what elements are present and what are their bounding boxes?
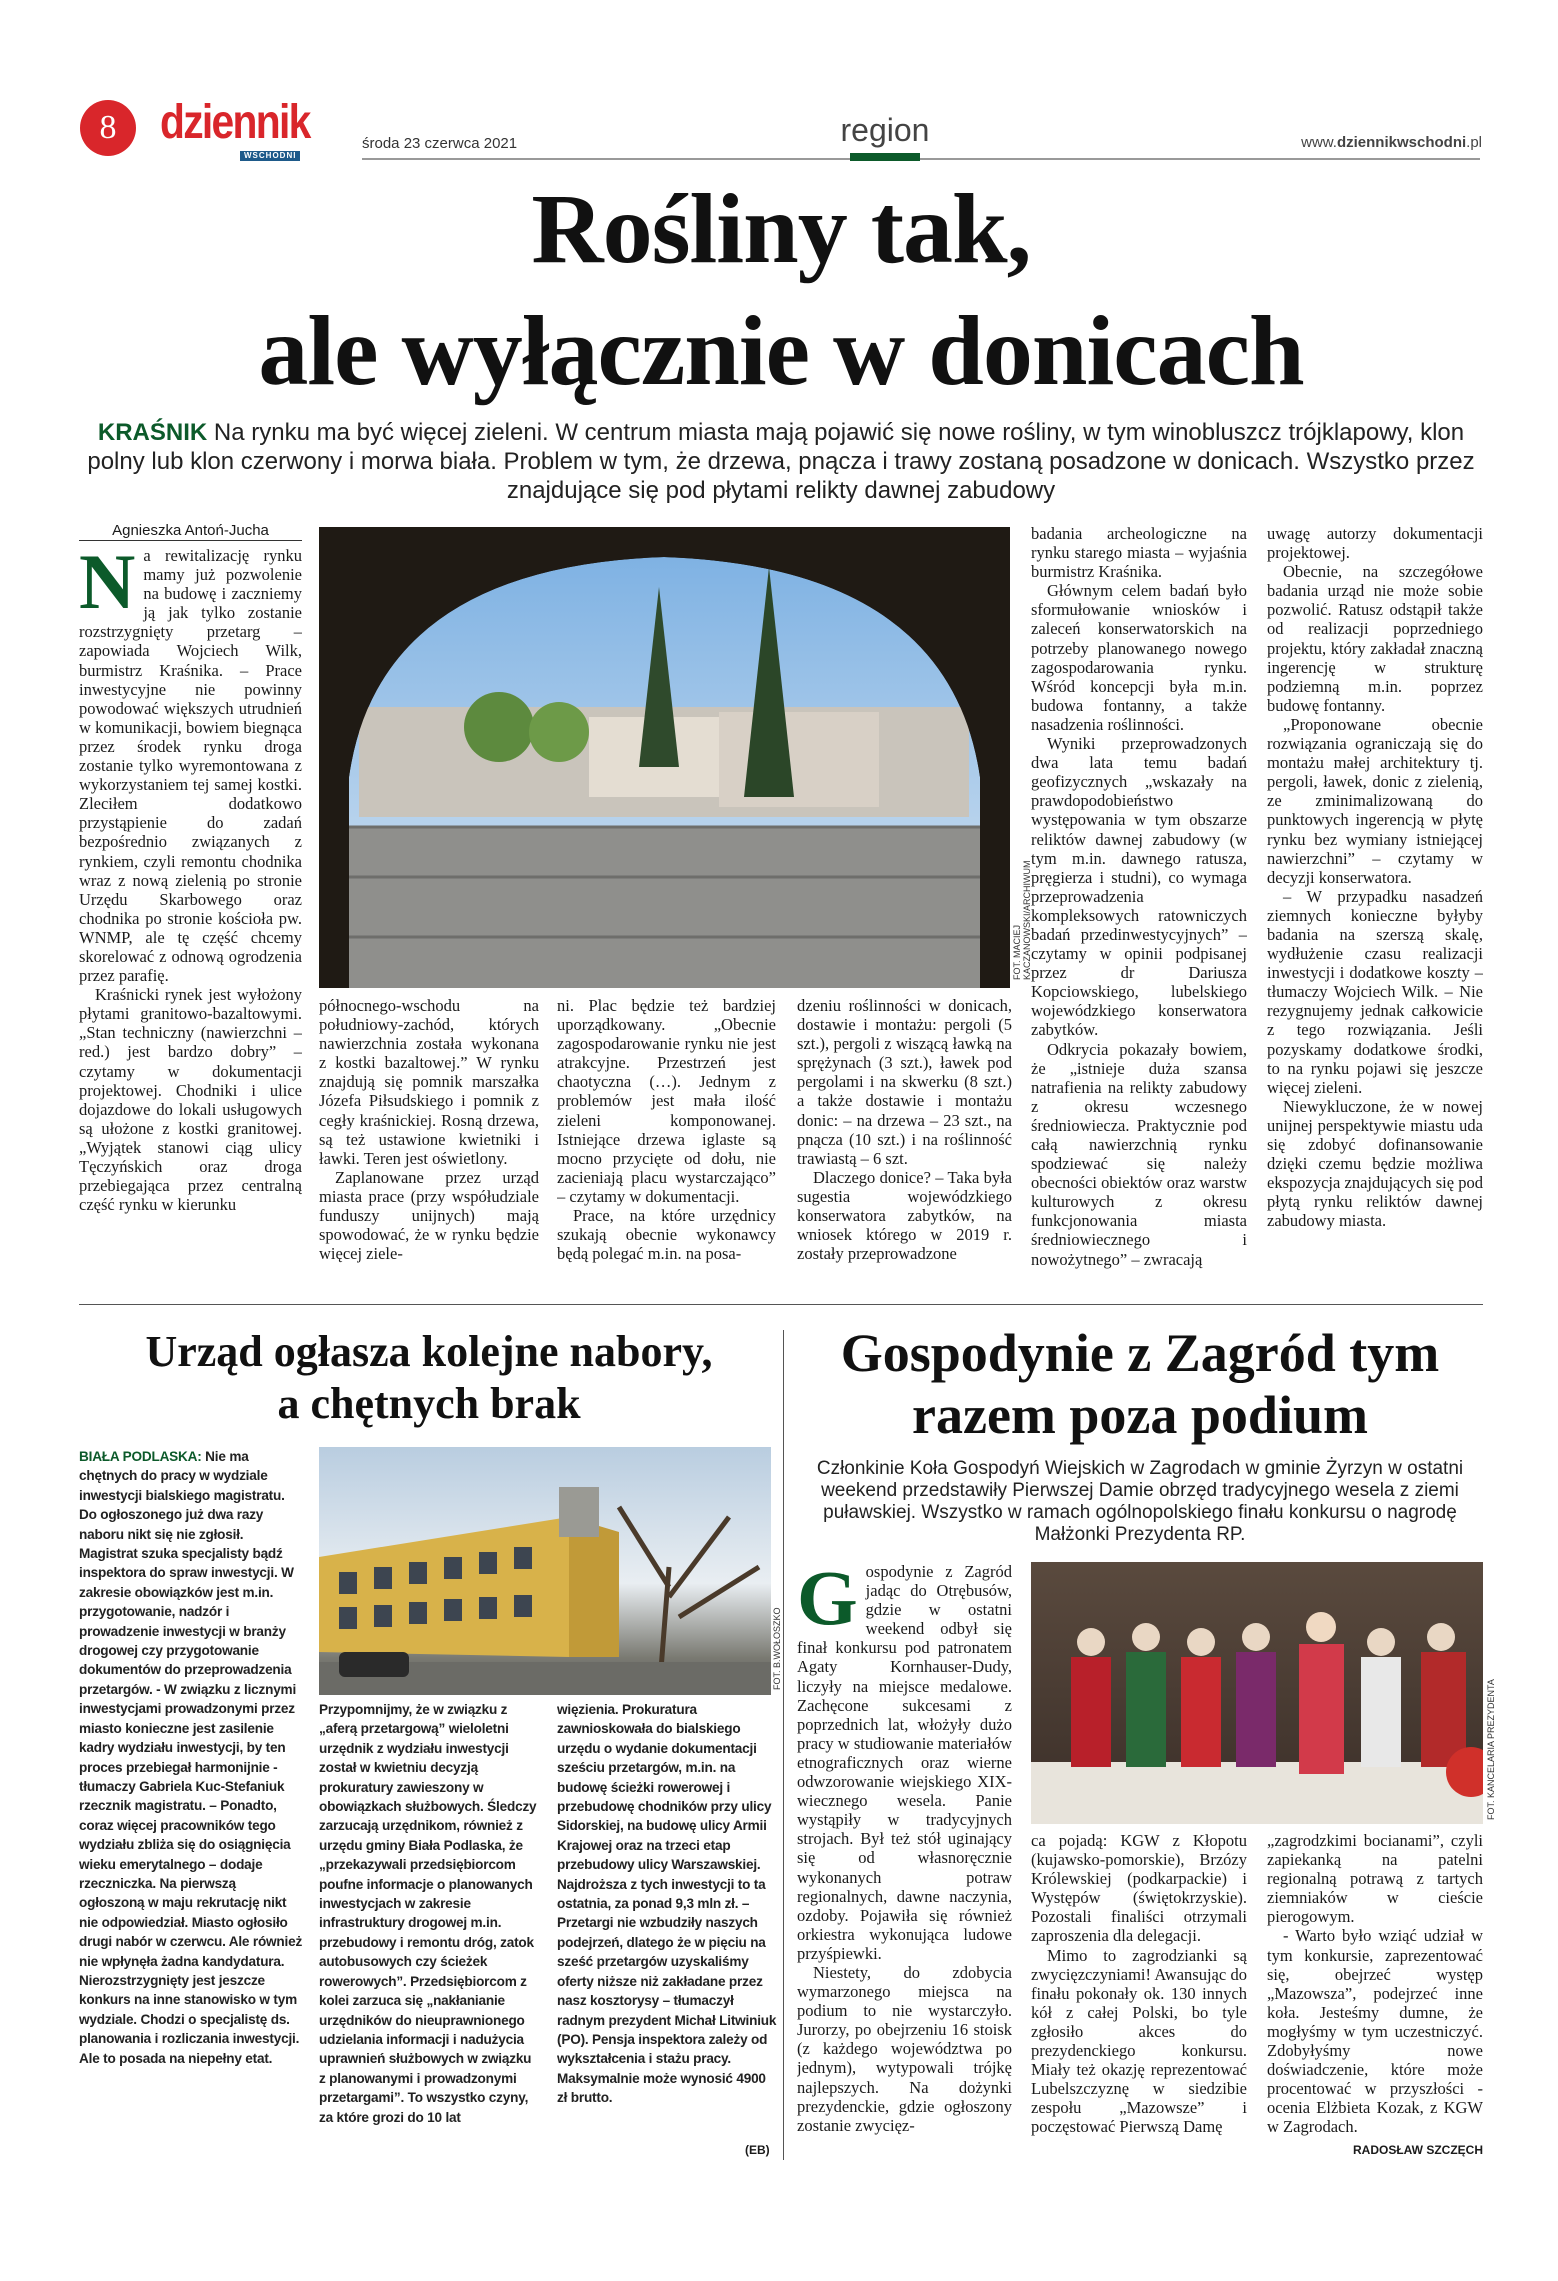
main-column-1: [79, 546, 302, 1298]
right-article-headline: [797, 1322, 1483, 1446]
paragraph: [797, 1562, 1012, 1963]
column-divider: [783, 1330, 784, 2160]
paragraph: Zaplanowane przez urząd miasta prace (przy współudziale funduszy unijnych) mają spowodować, że w rynku będzie więcej ziele-: [319, 1167, 539, 1264]
drop-cap: G: [797, 1562, 858, 1641]
headline-line-2: ale wyłącznie w donicach: [258, 295, 1304, 406]
paragraph: Niewykluczone, że w nowej unijnej perspektywie miastu uda się zdobyć dofinansowanie dzięki czemu będzie możliwa ekspozycja znajdujących się pod płytą rynku reliktów dawnej zabudowy miasta.: [1267, 1096, 1483, 1231]
photo-credit: FOT. MACIEJ KACZANOWSKI/ARCHIWUM: [1012, 860, 1032, 980]
paragraph: uwagę autorzy dokumentacji projektowej.: [1267, 524, 1483, 563]
headline-line-1: Urząd ogłasza kolejne nabory,: [145, 1327, 713, 1376]
photo-credit: FOT. KANCELARIA PREZYDENTA: [1486, 1679, 1496, 1820]
headline-line-2: razem poza podium: [912, 1385, 1368, 1445]
site-suffix: .pl: [1466, 134, 1482, 151]
paragraph: „Proponowane obecnie rozwiązania ograniczają się do montażu małej architektury tj. pergoli, ławek, donic z zielenią, ze zminimalizowaną do punktowych ingerencją w płytę rynku bez wymiany istniejącej nawierzchni” – czytamy w decyzji konserwatora.: [1267, 714, 1483, 887]
paragraph: ca pojadą: KGW z Kłopotu (kujawsko-pomorskie), Brzózy Królewskiej (podkarpackie) i Występów (świętokrzyskie). Pozostali finaliści otrzymali zaproszenia dla delegacji.: [1031, 1831, 1247, 1946]
section-bar: [850, 153, 920, 161]
right-article-column-3: [1267, 1831, 1483, 2141]
article-divider: [79, 1304, 1483, 1305]
paragraph: Mimo to zagrodzianki są zwycięzczyniami! Awansując do finału pokonały ok. 130 innych kół z całej Polski, bo tyle zgłosiło akces do prezydenckiego konkursu. Miały też okazję reprezentować Lubelszczyznę w siedzibie zespołu „Mazowsze” i poczęstować Pierwszą Damę: [1031, 1945, 1247, 2137]
drop-cap: N: [79, 546, 136, 625]
paragraph-text: ospodynie z Zagród jadąc do Otrębusów, gdzie w ostatni weekend odbył się finał konkursu pod patronatem Agaty Kornhauser-Dudy, liczyły na miejsce medalowe. Zachęcone sukcesami z poprzednich lat, włożyły dużo pracy w studiowanie materiałów etnograficznych oraz wierne odwzorowanie wiejskiego XIX-wiecznego wesela. Panie wystąpiły w tradycyjnych strojach. Był też stół uginający się od własnoręcznie wykonanych potraw regionalnych, dawne naczynia, ozdoby. Pojawiła się również orkiestra wykonująca ludowe przyśpiewki.: [797, 1562, 1012, 1963]
lead-text: Na rynku ma być więcej zieleni. W centrum miasta mają pojawić się nowe rośliny, w tym winobluszcz trójklapowy, klon polny lub klon czerwony i morwa biała. Problem w tym, że drzewa, pnącza i trawy zostaną posadzone w donicach. Wszystko przez znajdujące się pod płytami relikty dawnej zabudowy: [87, 419, 1475, 504]
left-article-column-3: [557, 1700, 777, 2140]
paragraph-text: a rewitalizację rynku mamy już pozwolenie na budowę i zaczniemy ją jak tylko zostanie rozstrzygnięty przetarg – zapowiada Wojciech Wilk, burmistrz Kraśnika. – Prace inwestycyjne nie powinny powodować większych utrudnień w komunikacji, bowiem biegnąca przez środek rynku droga zostanie tylko wyremontowana z wykorzystaniem tej samej kostki. Zleciłem dodatkowo przystąpienie do zadań bezpośrednio związanych z rynkiem, czyli remontu chodnika wraz z nową zielenią po stronie Urzędu Skarbowego oraz chodnika po stronie kościoła pw. WNMP, ale tę część chcemy skorelować z odnową ogrodzenia przez parafię.: [79, 546, 302, 986]
folk-costume-photo: [1031, 1562, 1483, 1824]
left-article-headline: [79, 1326, 779, 1430]
left-article-column-1: [79, 1447, 304, 2159]
paragraph: Głównym celem badań było sformułowanie wniosków i zaleceń konserwatorskich na potrzeby planowanego nowego zagospodarowania rynku. Wśród koncepcji była m.in. budowa fontanny, a także nasadzenia roślinności.: [1031, 581, 1247, 734]
paragraph-text: Nie ma chętnych do pracy w wydziale inwestycji bialskiego magistratu. Do ogłoszonego już dwa razy naboru nikt się nie zgłosił. Magistrat szuka specjalisty bądź inspektora do spraw inwestycji. W zakresie obowiązków jest m.in. przygotowanie, nadzór i prowadzenie inwestycji w branży drogowej czy przygotowanie dokumentów do przeprowadzenia przetargów. - W związku z licznymi inwestycjami prowadzonymi przez miasto konieczne jest zasilenie kadry wydziału inwestycji, by ten proces przebiegał harmonijnie - tłumaczy Gabriela Kuc-Stefaniuk rzecznik magistratu. – Ponadto, coraz więcej pracowników tego wydziału zbliża się do osiągnięcia wieku emerytalnego – dodaje rzeczniczka. Na pierwszą ogłoszoną w maju rekrutację nikt nie odpowiedział. Miasto ogłosiło drugi nabór w czerwcu. Ale również nie wpłynęła żadna kandydatura. Nierozstrzygnięty jest jeszcze konkurs na inne stanowisko w tym wydziale. Chodzi o specjalistę ds. planowania i rozliczania inwestycji. Ale to posada na niepełny etat.: [79, 1449, 303, 2066]
building-photo-illustration: [319, 1447, 771, 1695]
market-square-photo: [319, 527, 1010, 988]
paragraph: „zagrodzkimi bocianami”, czyli zapiekanką na patelni regionalną potrawą z tartych ziemniaków w cieście pierogowym.: [1267, 1831, 1483, 1927]
main-column-5: [1031, 524, 1247, 1298]
main-column-2: [319, 996, 539, 1298]
site-prefix: www.: [1301, 134, 1337, 151]
section-label: region: [840, 112, 930, 148]
right-article-column-2: [1031, 1831, 1247, 2161]
paragraph: dzeniu roślinności w donicach, dostawie i montażu: pergoli (5 szt.), pergoli z wiszącą ławką na sprężynach (3 szt.), ławek pod pergolami i na skwerku (8 szt.) a także dostawie i montażu donic: – na drzewa – 23 szt., na pnącza (10 szt.) i na roślinność trawiastą – 6 szt.: [797, 996, 1012, 1168]
main-column-4: [797, 996, 1012, 1298]
paragraph: Dlaczego donice? – Taka była sugestia wojewódzkiego konserwatora zabytków, na wniosek którego w 2019 r. zostały przeprowadzone: [797, 1167, 1012, 1264]
newspaper-logo-sub: WSCHODNI: [240, 151, 300, 161]
right-article-column-1: [797, 1562, 1012, 2160]
headline-line-1: Gospodynie z Zagród tym: [840, 1323, 1440, 1383]
paragraph: Odkrycia pokazały bowiem, że „istnieje duża szansa natrafienia na relikty zabudowy z okresu wczesnego średniowiecza. Praktycznie pod całą nawierzchnią rynku spodziewać się należy obecności obiektów oraz warstw kulturowych z okresu funkcjonowania miasta średniowiecznego i nowożytnego” – zwracają: [1031, 1039, 1247, 1269]
article-signature: RADOSŁAW SZCZĘCH: [1353, 2143, 1483, 2157]
website-link[interactable]: [1301, 134, 1482, 151]
place-label: BIAŁA PODLASKA:: [79, 1449, 202, 1464]
paragraph: więzienia. Prokuratura zawnioskowała do bialskiego urzędu o wydanie dokumentacji sześciu przetargów, m.in. na budowę ścieżki rowerowej i przebudowę chodników przy ulicy Sidorskiej, na budowę ulicy Armii Krajowej oraz na trzeci etap przebudowy ulicy Warszawskiej. Najdroższa z tych inwestycji to ta ostatnia, za ponad 9,3 mln zł. – Przetargi nie wzbudziły naszych podejrzeń, dlatego że w pięciu na sześć przetargów uzyskaliśmy oferty niższe niż zakładane przez nasz kosztorysy – tłumaczył radnym prezydent Michał Litwiniuk (PO). Pensja inspektora zależy od wykształcenia i stażu pracy. Maksymalnie może wynosić 4900 zł brutto.: [557, 1702, 777, 2106]
headline-line-1: Rośliny tak,: [531, 173, 1031, 284]
paragraph: – W przypadku nasadzeń ziemnych konieczne byłyby badania na szerszą skalę, wydłużenie czasu realizacji inwestycji i dodatkowe koszty – tłumaczy Wojciech Wilk. – Nie rezygnujemy jednak całkowicie z tego rozwiązania. Jeśli pozyskamy dodatkowe środki, to na rynku pojawi się jeszcze więcej zieleni.: [1267, 886, 1483, 1097]
article-signature: (EB): [745, 2143, 770, 2157]
main-column-3: [557, 996, 776, 1298]
issue-date: środa 23 czerwca 2021: [362, 135, 518, 152]
paragraph: Niestety, do zdobycia wymarzonego miejsca na podium to nie wystarczyło. Jurorzy, po obejrzeniu 16 stoisk (z każdego województwa po jednym), wytypowali trójkę najlepszych. Na dożynki prezydenckie, gdzie ogłoszony zostanie zwycięz-: [797, 1962, 1012, 2135]
site-name: dziennikwschodni: [1336, 134, 1467, 151]
byline: Agnieszka Antoń-Jucha: [79, 522, 302, 541]
page-number: 8: [80, 100, 136, 156]
paragraph: Prace, na które urzędnicy szukają obecnie wykonawcy będą polegać m.in. na posa-: [557, 1206, 776, 1264]
city-hall-photo: [319, 1447, 771, 1695]
paragraph: Kraśnicki rynek jest wyłożony płytami granitowo-bazaltowymi. „Stan techniczny (nawierzchni – red.) jest bardzo dobry” – czytamy w dokumentacji projektowej. Chodniki i ulice dojazdowe do lokali usługowych są ułożone z kostki granitowej. „Wyjątek stanowi ciąg ulicy Tęczyńskich oraz droga przebiegająca przez centralną część rynku w kierunku: [79, 985, 302, 1215]
paragraph: badania archeologiczne na rynku starego miasta – wyjaśnia burmistrz Kraśnika.: [1031, 524, 1247, 582]
arch-photo-illustration: [319, 527, 1010, 988]
photo-credit: FOT. B.WOŁOSZKO: [772, 1607, 782, 1690]
paragraph: - Warto było wziąć udział w tym konkursie, zaprezentować się, obejrzeć występ „Mazowsza”, podejrzeć inne koła. Jesteśmy dumne, że mogłyśmy w tym uczestniczyć. Zdobyłyśmy nowe doświadczenie, które może procentować w przyszłości - ocenia Elżbieta Kozak, z KGW w Zagrodach.: [1267, 1926, 1483, 2137]
paragraph: [79, 1447, 304, 2068]
main-headline: [79, 168, 1483, 412]
paragraph: Przypomnijmy, że w związku z „aferą przetargową” wieloletni urzędnik z wydziału inwestycji został w kwietniu decyzją prokuratury zawieszony w obowiązkach służbowych. Śledczy zarzucają urzędnikom, również z urzędu gminy Biała Podlaska, że „przekazywali przedsiębiorcom poufne informacje o planowanych inwestycjach w zakresie infrastruktury drogowej m.in. przebudowy i remontu dróg, zatok autobusowych czy ścieżek rowerowych”. Przedsiębiorcom z kolei zarzuca się „nakłanianie urzędników do nieuprawnionego udzielania informacji i nadużycia uprawnień służbowych w związku z planowanymi i prowadzonymi przetargami”. To wszystko czyny, za które grozi do 10 lat: [319, 1702, 537, 2125]
paragraph: ni. Plac będzie też bardziej uporządkowany. „Obecnie zagospodarowanie rynku nie jest atrakcyjne. Przestrzeń jest chaotyczna (…). Jednym z problemów jest mała ilość zieleni komponowanej. Istniejące drzewa iglaste są mocno przycięte od dołu, nie zacieniają placu wystarczająco” – czytamy w dokumentacji.: [557, 996, 776, 1206]
folk-photo-illustration: [1031, 1562, 1483, 1824]
paragraph: Wyniki przeprowadzonych dwa lata temu badań geofizycznych „wskazały na prawdopodobieństwo występowania w tym obszarze reliktów dawnej zabudowy (w tym m.in. dawnego ratusza, pręgierza i studni), co wymaga przeprowadzenia kompleksowych ratowniczych badań przedinwestycyjnych” – czytamy w opinii podpisanej przez dr Dariusza Kopciowskiego, lubelskiego wojewódzkiego konserwatora zabytków.: [1031, 734, 1247, 1040]
paragraph: [79, 546, 302, 985]
paragraph: Obecnie, na szczegółowe badania urząd nie może sobie pozwolić. Ratusz odstąpił także od realizacji poprzedniego projektu, który zakładał znaczną ingerencję w strukturę podziemną m.in. poprzez budowę fontanny.: [1267, 562, 1483, 715]
paragraph: północnego-wschodu na południowy-zachód, których nawierzchnia została wykonana z kostki bazaltowej.” W rynku znajdują się pomnik marszałka Józefa Piłsudskiego i pomnik z cegły kraśnickiej. Rosną drzewa, są też ustawione kwietniki i ławki. Teren jest oświetlony.: [319, 996, 539, 1168]
left-article-column-2: [319, 1700, 541, 2160]
main-lead: [79, 418, 1483, 505]
right-article-lead: Członkinie Koła Gospodyń Wiejskich w Zagrodach w gminie Żyrzyn w ostatni weekend przedstawiły Pierwszej Damie obrzęd tradycyjnego wesela z ziemi puławskiej. Wszystko w ramach ogólnopolskiego finału konkursu o nagrodę Małżonki Prezydenta RP.: [816, 1458, 1464, 1545]
lead-place: KRAŚNIK: [97, 419, 208, 446]
headline-line-2: a chętnych brak: [277, 1379, 581, 1428]
newspaper-logo: dziennik: [160, 96, 310, 149]
header-rule: [362, 158, 1480, 160]
main-column-6: [1267, 524, 1483, 1298]
